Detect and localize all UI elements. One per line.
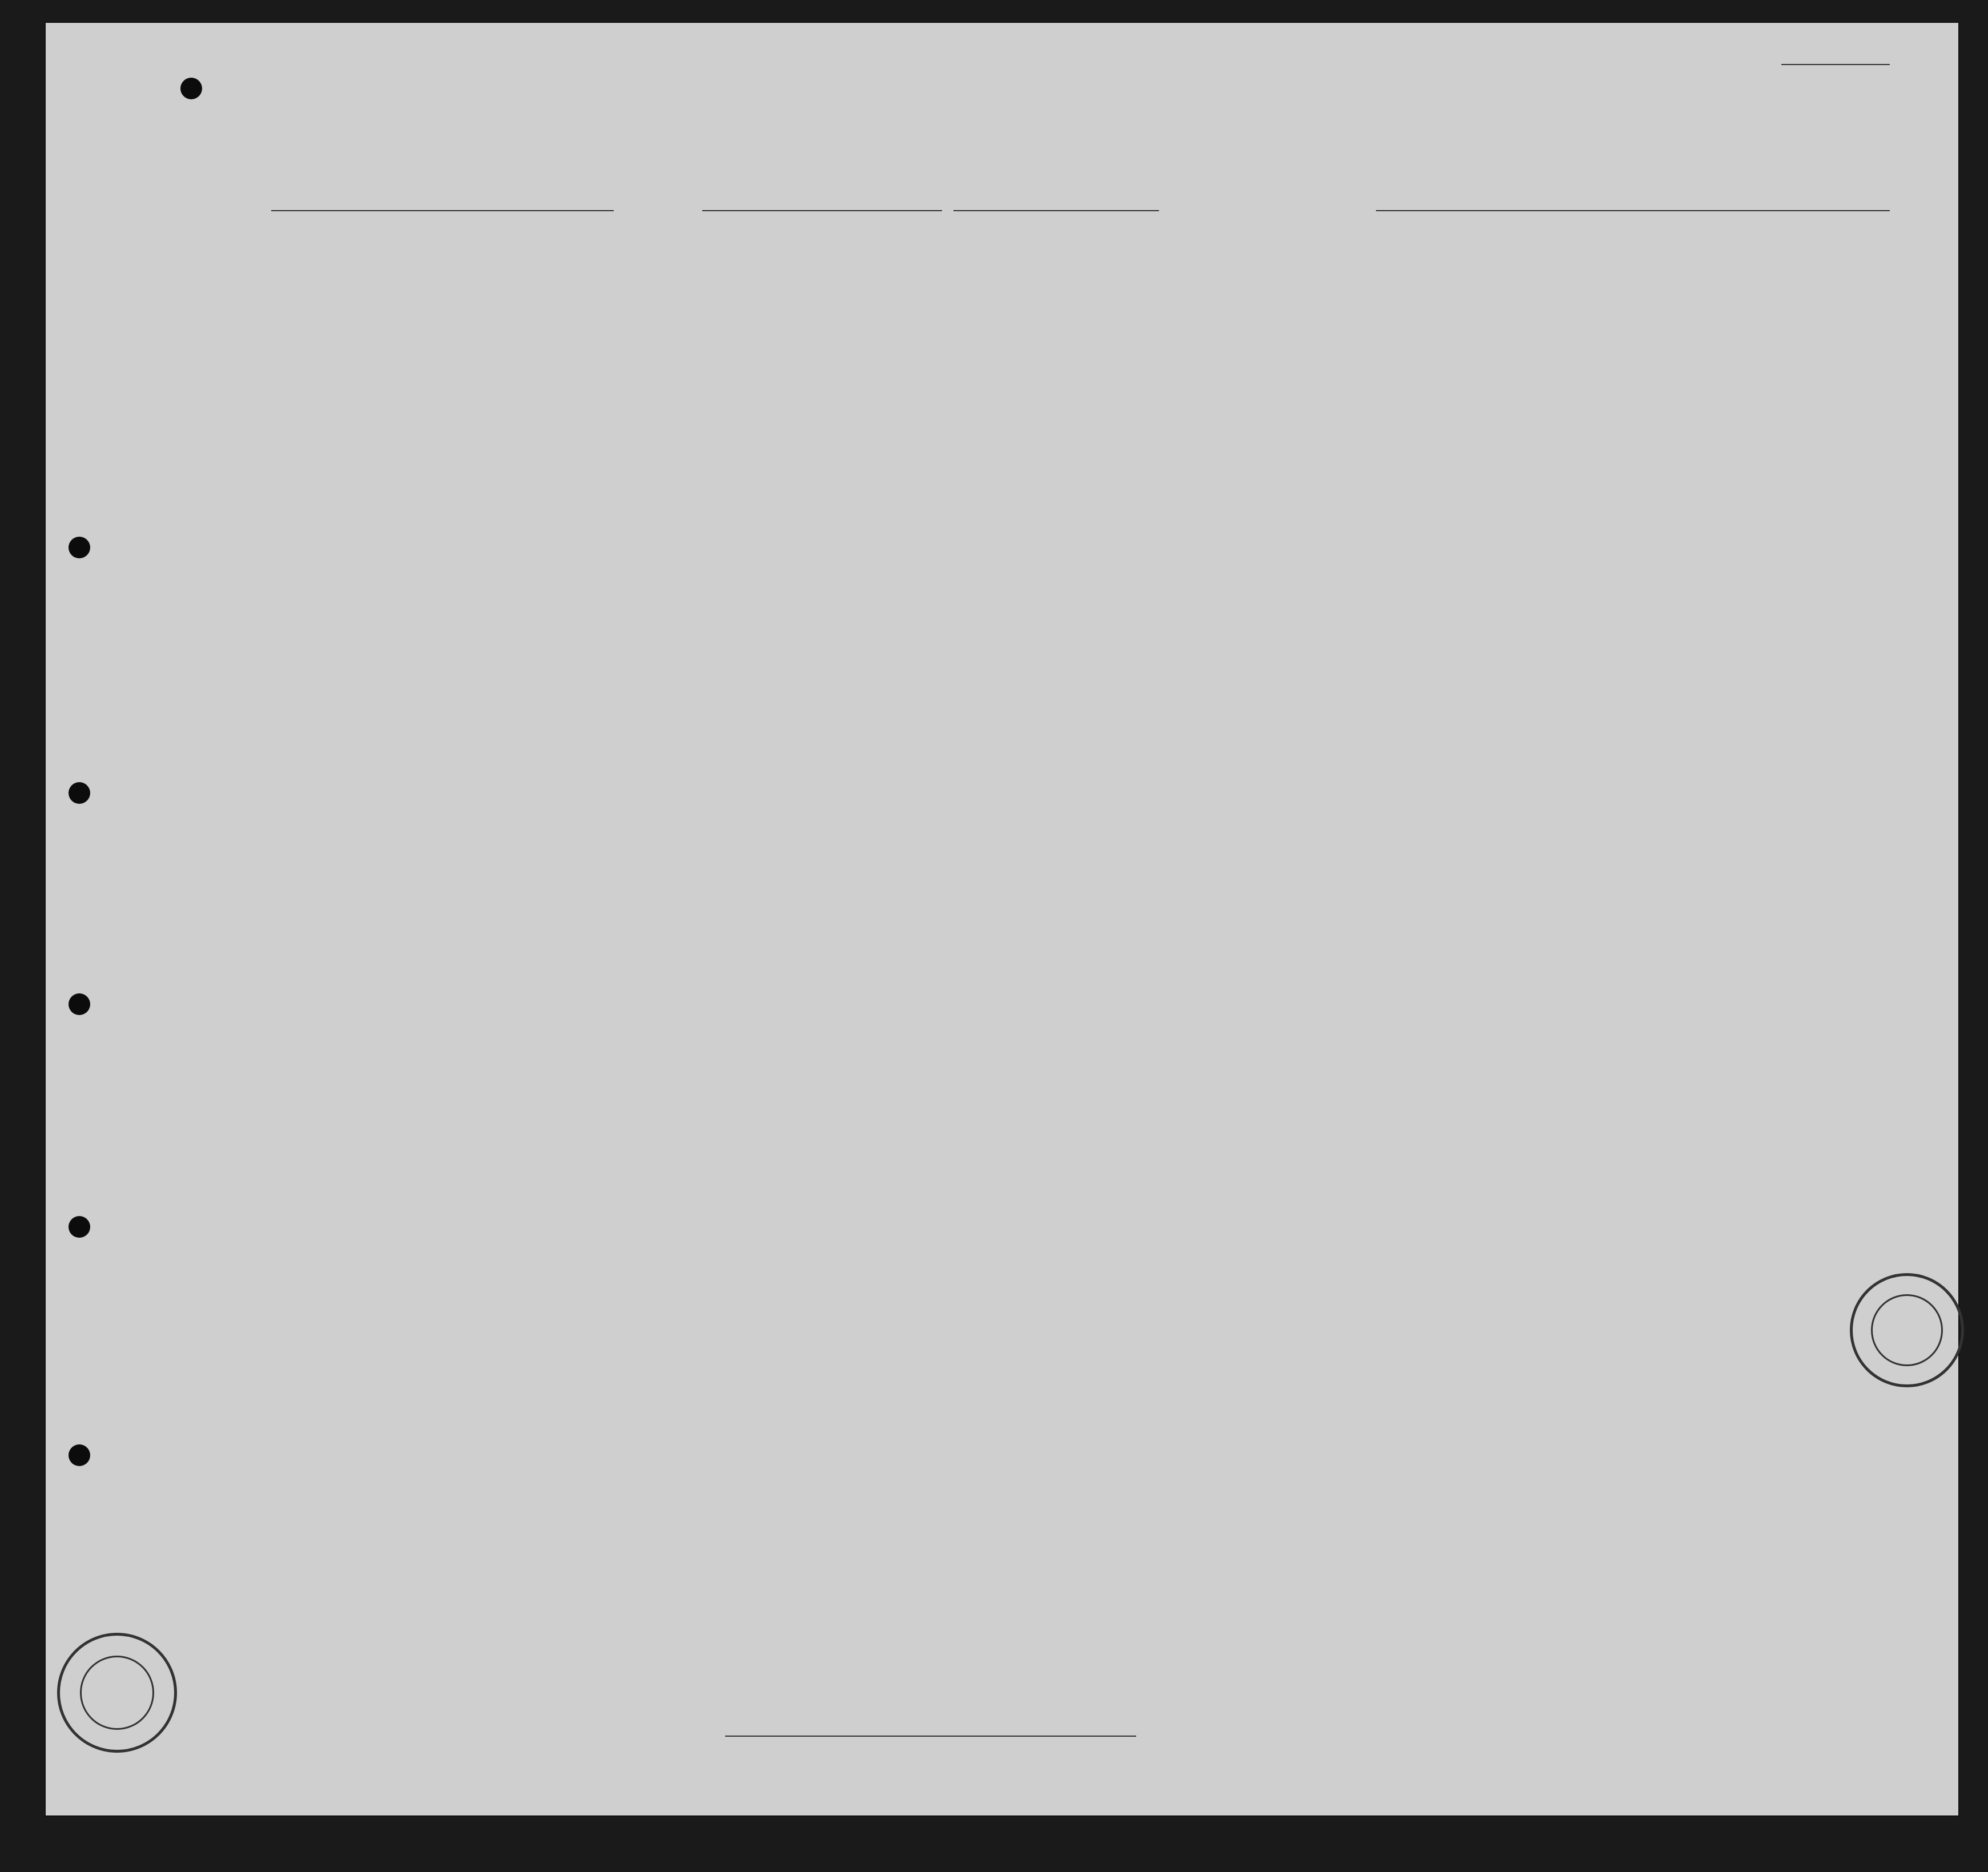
consulate-seal-footer (57, 1633, 177, 1753)
table-grid (46, 23, 1958, 1815)
punch-hole (69, 1444, 90, 1466)
from-line (1376, 210, 1890, 211)
punch-hole (180, 78, 202, 99)
punch-hole (69, 537, 90, 558)
punch-hole (69, 1216, 90, 1238)
manifest-sheet (46, 23, 1958, 1815)
vessel-line (271, 210, 614, 211)
date-line (953, 210, 1159, 211)
punch-hole (69, 993, 90, 1015)
signature-line (725, 1736, 1136, 1737)
consulate-seal-havre (1850, 1273, 1964, 1387)
arriving-line (702, 210, 942, 211)
sheet-number-line (1781, 64, 1890, 65)
punch-hole (69, 782, 90, 804)
